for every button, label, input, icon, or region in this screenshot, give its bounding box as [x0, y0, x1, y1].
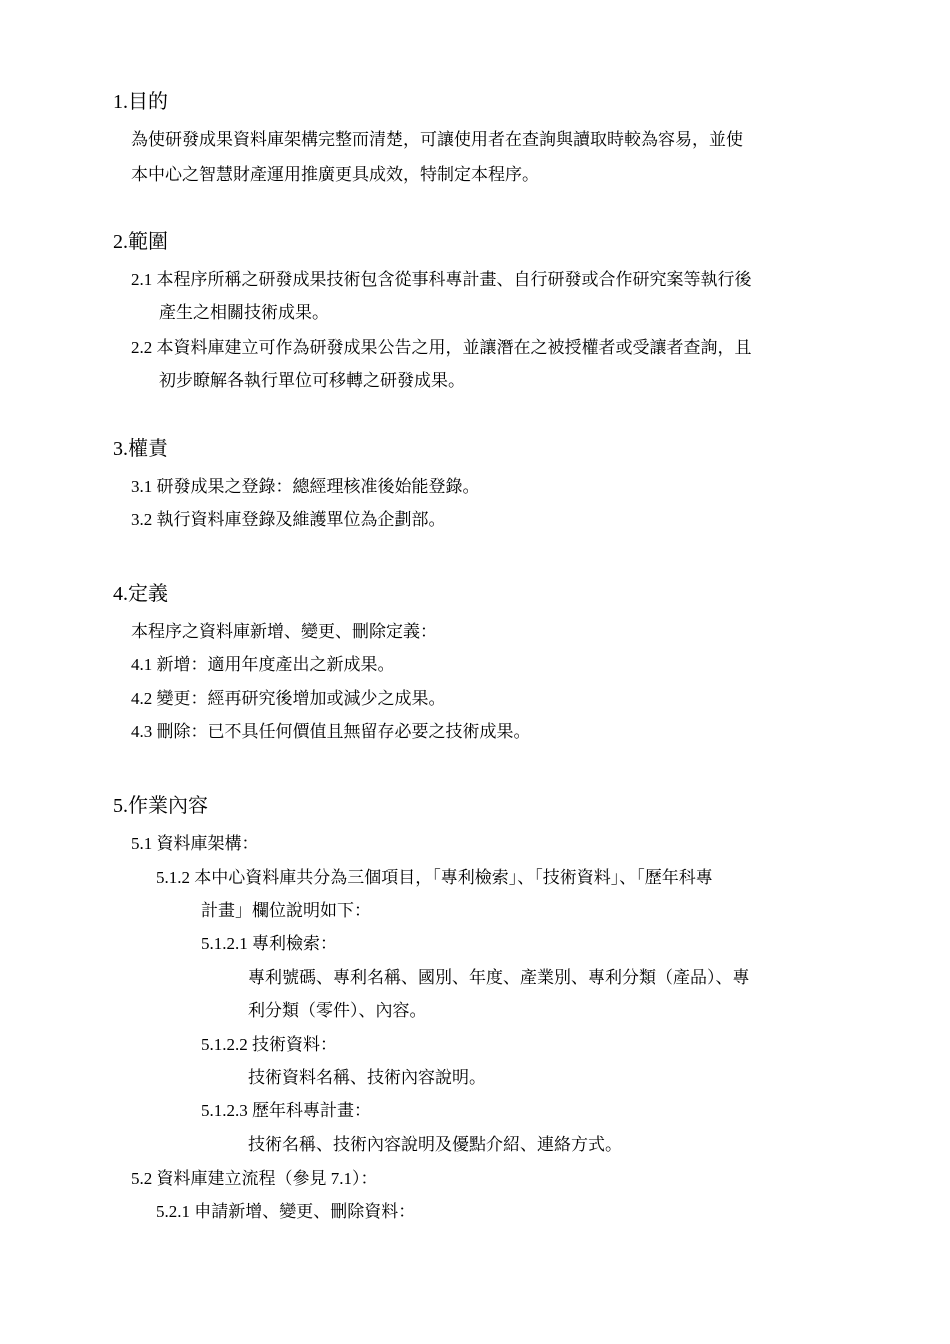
clause-5-2-1: 5.2.1 申請新增、變更、刪除資料：: [156, 1202, 416, 1221]
clause-4-1: 4.1 新增：適用年度產出之新成果。: [131, 655, 395, 674]
section-heading-definition: 4.定義: [113, 583, 168, 605]
clause-2-1-continuation: 產生之相關技術成果。: [159, 303, 329, 322]
clause-5-1-2: 5.1.2 本中心資料庫共分為三個項目，「專利檢索」、「技術資料」、「歷年科專: [156, 868, 713, 887]
clause-4-3: 4.3 刪除：已不具任何價值且無留存必要之技術成果。: [131, 722, 531, 741]
clause-3-1: 3.1 研發成果之登錄：總經理核准後始能登錄。: [131, 477, 480, 496]
clause-5-1-2-2: 5.1.2.2 技術資料：: [201, 1035, 337, 1054]
patent-fields-line: 專利號碼、專利名稱、國別、年度、產業別、專利分類（產品）、專: [248, 968, 750, 987]
clause-5-1-2-continuation: 計畫」欄位說明如下：: [201, 901, 371, 920]
section-heading-operations: 5.作業內容: [113, 795, 208, 817]
clause-2-2: 2.2 本資料庫建立可作為研發成果公告之用，並讓潛在之被授權者或受讓者查詢，且: [131, 338, 752, 357]
clause-5-2: 5.2 資料庫建立流程（參見 7.1）：: [131, 1169, 378, 1188]
tech-data-fields: 技術資料名稱、技術內容說明。: [248, 1068, 486, 1087]
section-heading-scope: 2.範圍: [113, 231, 168, 253]
clause-5-1: 5.1 資料庫架構：: [131, 834, 259, 853]
paragraph-line: 本中心之智慧財產運用推廣更具成效，特制定本程序。: [131, 165, 539, 184]
section-heading-responsibility: 3.權責: [113, 438, 168, 460]
section-heading-purpose: 1.目的: [113, 91, 168, 113]
paragraph-line: 為使研發成果資料庫架構完整而清楚，可讓使用者在查詢與讀取時較為容易，並使: [131, 130, 743, 149]
clause-2-2-continuation: 初步瞭解各執行單位可移轉之研發成果。: [159, 371, 465, 390]
clause-2-1: 2.1 本程序所稱之研發成果技術包含從事科專計畫、自行研發或合作研究案等執行後: [131, 270, 752, 289]
patent-fields-continuation: 利分類（零件）、內容。: [248, 1001, 427, 1020]
clause-3-2: 3.2 執行資料庫登錄及維護單位為企劃部。: [131, 510, 446, 529]
clause-5-1-2-3: 5.1.2.3 歷年科專計畫：: [201, 1101, 371, 1120]
clause-5-1-2-1: 5.1.2.1 專利檢索：: [201, 934, 337, 953]
clause-4-2: 4.2 變更：經再研究後增加或減少之成果。: [131, 689, 446, 708]
definition-intro: 本程序之資料庫新增、變更、刪除定義：: [131, 622, 437, 641]
project-fields: 技術名稱、技術內容說明及優點介紹、連絡方式。: [248, 1135, 622, 1154]
